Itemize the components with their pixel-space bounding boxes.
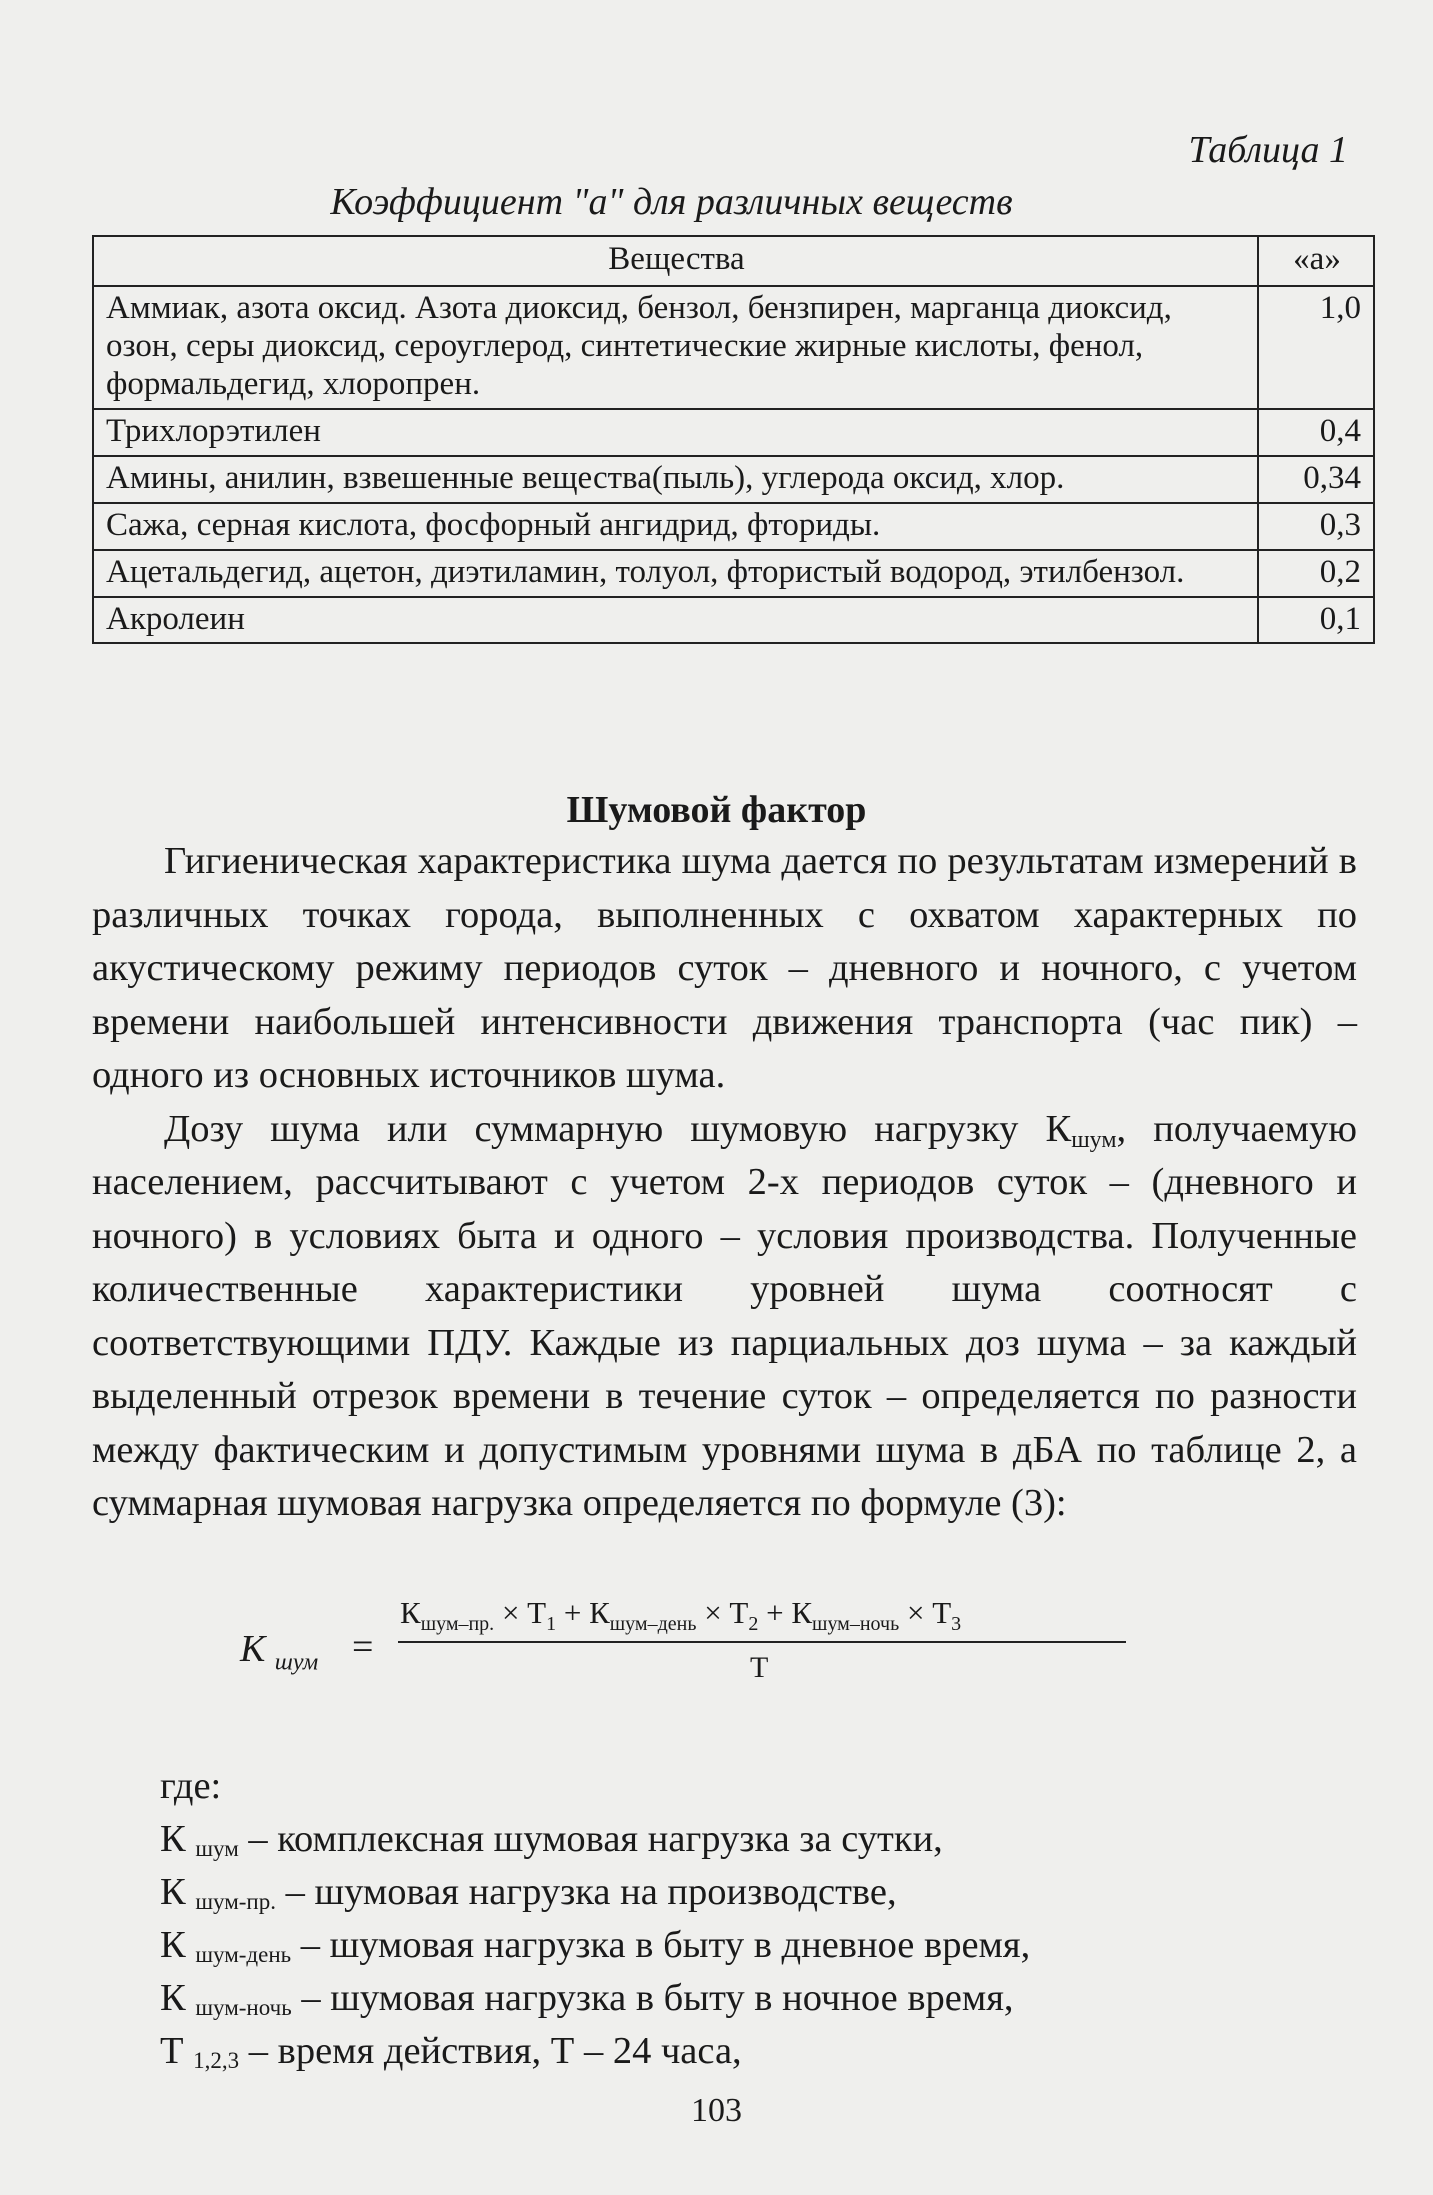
paragraph-text-part: , получаемую населением, рассчитывают с учетом 2-х периодов суток – (дневного и ночного) в условиях быта и одного – условия производства. Полученные количественные характеристики уровней шума соотносят с соответствующими ПДУ. Каждые из парциальных доз шума – за каждый выделенный отрезок времени в течение суток – определяется по разности между фактическим и допустимым уровнями шума в дБА по таблице 2, а суммарная шумовая нагрузка определяется по формуле (3):: [92, 1107, 1357, 1524]
legend-symbol: Т: [160, 2030, 184, 2072]
formula-symbol: К: [791, 1595, 813, 1630]
legend-symbol: К: [160, 1924, 186, 1966]
body-text: [92, 835, 1357, 1531]
table-row: [93, 409, 1374, 456]
legend-text: – время действия, Т – 24 часа,: [239, 2030, 742, 2072]
subscript: шум: [1071, 1126, 1117, 1153]
legend-symbol: К: [160, 1871, 186, 1913]
formula-subscript: шум–день: [609, 1613, 697, 1636]
value-cell: 0,4: [1258, 409, 1374, 456]
legend-item: [160, 1919, 1310, 1972]
legend-where-label: где:: [160, 1765, 222, 1807]
legend-symbol: К: [160, 1818, 186, 1860]
section-heading: Шумовой фактор: [566, 789, 867, 831]
table-row: [93, 456, 1374, 503]
formula-operator: +: [758, 1595, 792, 1630]
legend-subscript: шум: [195, 1836, 239, 1861]
formula-denominator: Т: [750, 1651, 769, 1684]
fraction-bar: [398, 1641, 1126, 1643]
formula-operator: × Т: [696, 1595, 749, 1630]
formula-lhs: [240, 1627, 318, 1677]
legend-item: [160, 1813, 1310, 1866]
formula-subscript: шум–пр.: [420, 1613, 495, 1636]
legend-subscript: шум-день: [195, 1942, 292, 1967]
value-cell: 0,1: [1258, 597, 1374, 644]
value-cell: 1,0: [1258, 286, 1374, 409]
table-caption: Таблица 1: [1188, 129, 1348, 171]
formula-symbol: К: [400, 1595, 421, 1630]
legend-item: [160, 2025, 1310, 2078]
formula-symbol: К: [240, 1628, 266, 1670]
formula-symbol: К: [589, 1595, 610, 1630]
substance-cell: Амины, анилин, взвешенные вещества(пыль), углерода оксид, хлор.: [93, 456, 1258, 503]
coefficient-table: [92, 235, 1375, 644]
paragraph-text-part: Дозу шума или суммарную шумовую нагрузку К: [164, 1107, 1072, 1150]
legend-item: [160, 1866, 1310, 1919]
legend-text: – шумовая нагрузка на производстве,: [276, 1871, 897, 1913]
substance-cell: Трихлорэтилен: [93, 409, 1258, 456]
legend-symbol: К: [160, 1977, 186, 2019]
legend-subscript: шум-ночь: [195, 1995, 292, 2020]
formula-subscript: 1: [546, 1613, 557, 1636]
substance-cell: Ацетальдегид, ацетон, диэтиламин, толуол, фтористый водород, этилбензол.: [93, 550, 1258, 597]
formula-subscript: 3: [951, 1613, 962, 1636]
formula-legend: [160, 1760, 1310, 2078]
table-title: Коэффициент "а" для различных веществ: [330, 181, 1013, 223]
header-substance: Вещества: [93, 236, 1258, 286]
formula-subscript: 2: [748, 1613, 759, 1636]
table-row: [93, 503, 1374, 550]
formula-subscript: шум–ночь: [812, 1613, 900, 1636]
substance-cell: Аммиак, азота оксид. Азота диоксид, бензол, бензпирен, марганца диоксид, озон, серы диоксид, сероуглерод, синтетические жирные кислоты, фенол, формальдегид, хлоропрен.: [93, 286, 1258, 409]
table-row: [93, 286, 1374, 409]
legend-text: – шумовая нагрузка в быту в ночное время,: [291, 1977, 1014, 2019]
paragraph-noise-dose: [92, 1103, 1357, 1531]
table-row: [93, 597, 1374, 644]
header-value: «а»: [1258, 236, 1374, 286]
noise-load-formula: [240, 1595, 1240, 1685]
legend-text: – шумовая нагрузка в быту в дневное время,: [291, 1924, 1031, 1966]
legend-item: [160, 1972, 1310, 2025]
formula-operator: +: [556, 1595, 590, 1630]
formula-operator: × Т: [494, 1595, 547, 1630]
table-row: [93, 550, 1374, 597]
legend-text: – комплексная шумовая нагрузка за сутки,: [238, 1818, 943, 1860]
value-cell: 0,3: [1258, 503, 1374, 550]
substance-cell: Сажа, серная кислота, фосфорный ангидрид, фториды.: [93, 503, 1258, 550]
substance-cell: Акролеин: [93, 597, 1258, 644]
value-cell: 0,2: [1258, 550, 1374, 597]
formula-equals: =: [352, 1626, 374, 1668]
formula-subscript: шум: [274, 1649, 319, 1676]
table-header-row: [93, 236, 1374, 286]
paragraph-noise-characteristic: Гигиеническая характеристика шума дается по результатам измерений в различных точках города, выполненных с охватом характерных по акустическому режиму периодов суток – дневного и ночного, с учетом времени наибольшей интенсивности движения транспорта (час пик) – одного из основных источников шума.: [92, 840, 1357, 1096]
legend-subscript: шум-пр.: [195, 1889, 276, 1914]
legend-subscript: 1,2,3: [193, 2048, 240, 2073]
formula-numerator: [400, 1595, 961, 1636]
value-cell: 0,34: [1258, 456, 1374, 503]
formula-operator: × Т: [899, 1595, 952, 1630]
page-number: 103: [691, 2092, 742, 2129]
